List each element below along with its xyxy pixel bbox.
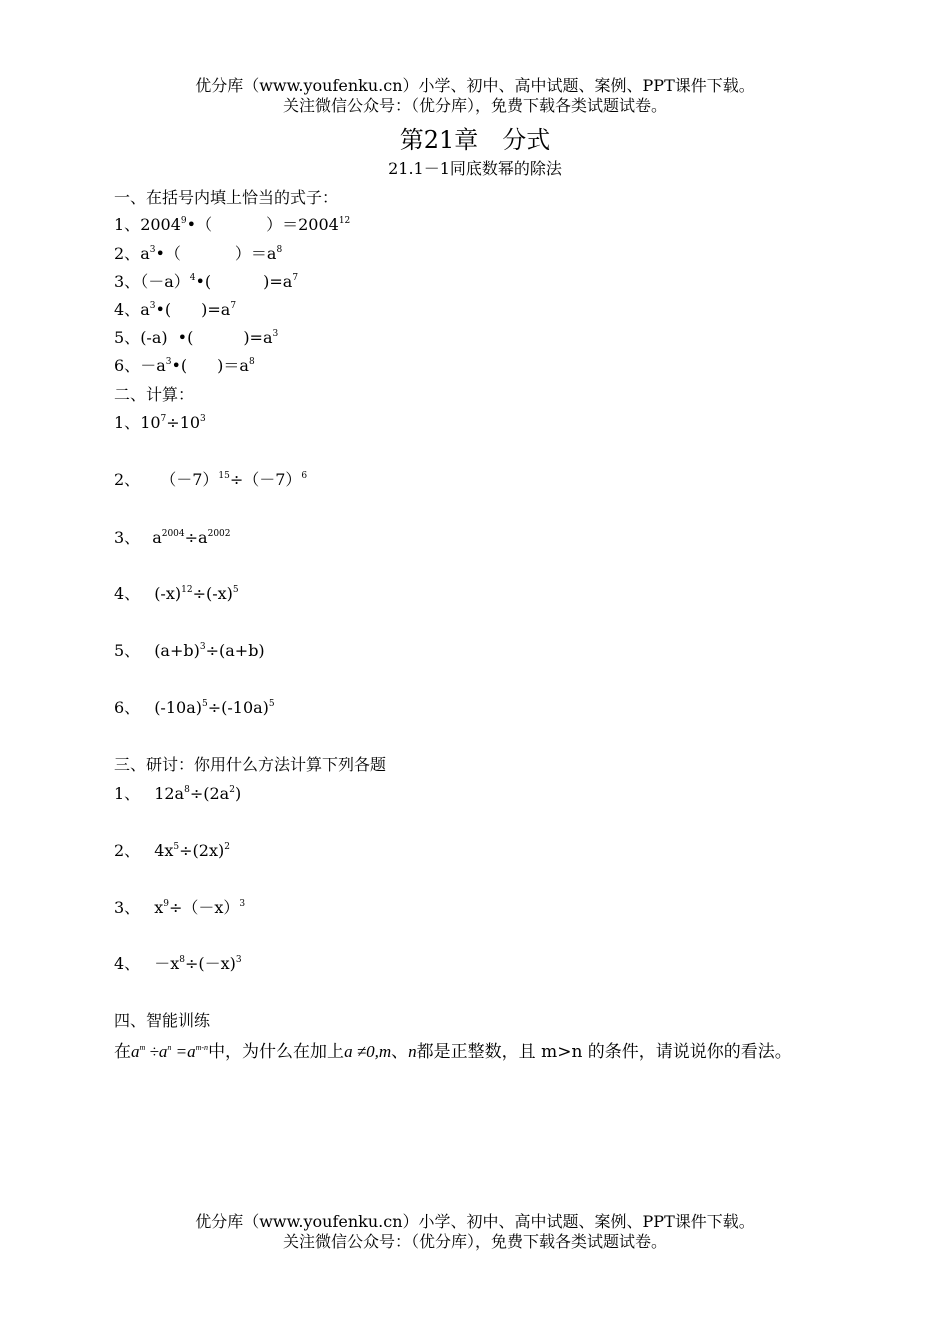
section-1-heading: 一、在括号内填上恰当的式子：	[114, 188, 339, 207]
discuss-item-1: 1、 $12a^8\div(2a^2)$	[114, 784, 242, 803]
fill-item-6: 6、$-a^3•$( )$=a^8$	[114, 356, 255, 375]
footer-line-1: 优分库（www.youfenku.cn）小学、初中、高中试题、案例、PPT课件下载。	[195, 1212, 755, 1231]
fill-item-4: 4、$a^3•$( )$=a^7$	[114, 300, 237, 319]
lesson-subtitle: 21.1－1同底数幂的除法	[388, 159, 562, 178]
page-footer	[0, 1212, 950, 1252]
fill-item-1: 1、2004$^9$•（ ）$=2004^{12}$	[114, 215, 351, 234]
calc-item-6: 6、 $(-10a)^5\div(-10a)^5$	[114, 698, 275, 717]
fill-item-2: 2、$a^3•$（ ）$=a^8$	[114, 244, 283, 263]
calc-item-4: 4、 $(-x)^{12}\div(-x)^5$	[114, 584, 239, 603]
formula: $a^m \div a^n =a^{m-n}$	[131, 1042, 209, 1061]
fill-item-3: 3、$(-a)^4•$( )$=a^7$	[114, 272, 299, 291]
chapter-title: 第21章 分式	[399, 126, 551, 154]
page-header	[0, 76, 950, 116]
section-4-question: 在$a^m \div a^n =a^{m-n}$中，为什么在加上a ≠0,m、n都是正整数，且 m>n 的条件，请说说你的看法。	[114, 1042, 792, 1062]
section-3-heading: 三、研讨：你用什么方法计算下列各题	[114, 755, 387, 774]
section-4-heading: 四、智能训练	[114, 1011, 211, 1030]
discuss-item-3: 3、 $x^9\div(-x)^3$	[114, 898, 246, 917]
discuss-item-2: 2、 $4x^5\div(2x)^2$	[114, 841, 230, 860]
footer-line-2: 关注微信公众号：（优分库），免费下载各类试题试卷。	[282, 1232, 667, 1251]
fill-item-5: 5、(-a) •( )$=a^3$	[114, 328, 279, 347]
calc-item-1: 1、$10^7\div 10^3$	[114, 413, 206, 432]
calc-item-5: 5、 $(a+b)^3\div(a+b)$	[114, 641, 265, 660]
calc-item-2: 2、 $(-7)^{15}\div(-7)^6$	[114, 470, 308, 489]
calc-item-3: 3、 $a^{2004}\div a^{2002}$	[114, 528, 231, 547]
discuss-item-4: 4、 $-x^8\div(-x)^3$	[114, 954, 242, 973]
header-line-1: 优分库（www.youfenku.cn）小学、初中、高中试题、案例、PPT课件下载。	[195, 76, 755, 95]
condition: a ≠0,m	[344, 1042, 392, 1061]
section-2-heading: 二、计算：	[114, 385, 195, 404]
header-line-2: 关注微信公众号：（优分库），免费下载各类试题试卷。	[282, 96, 667, 115]
